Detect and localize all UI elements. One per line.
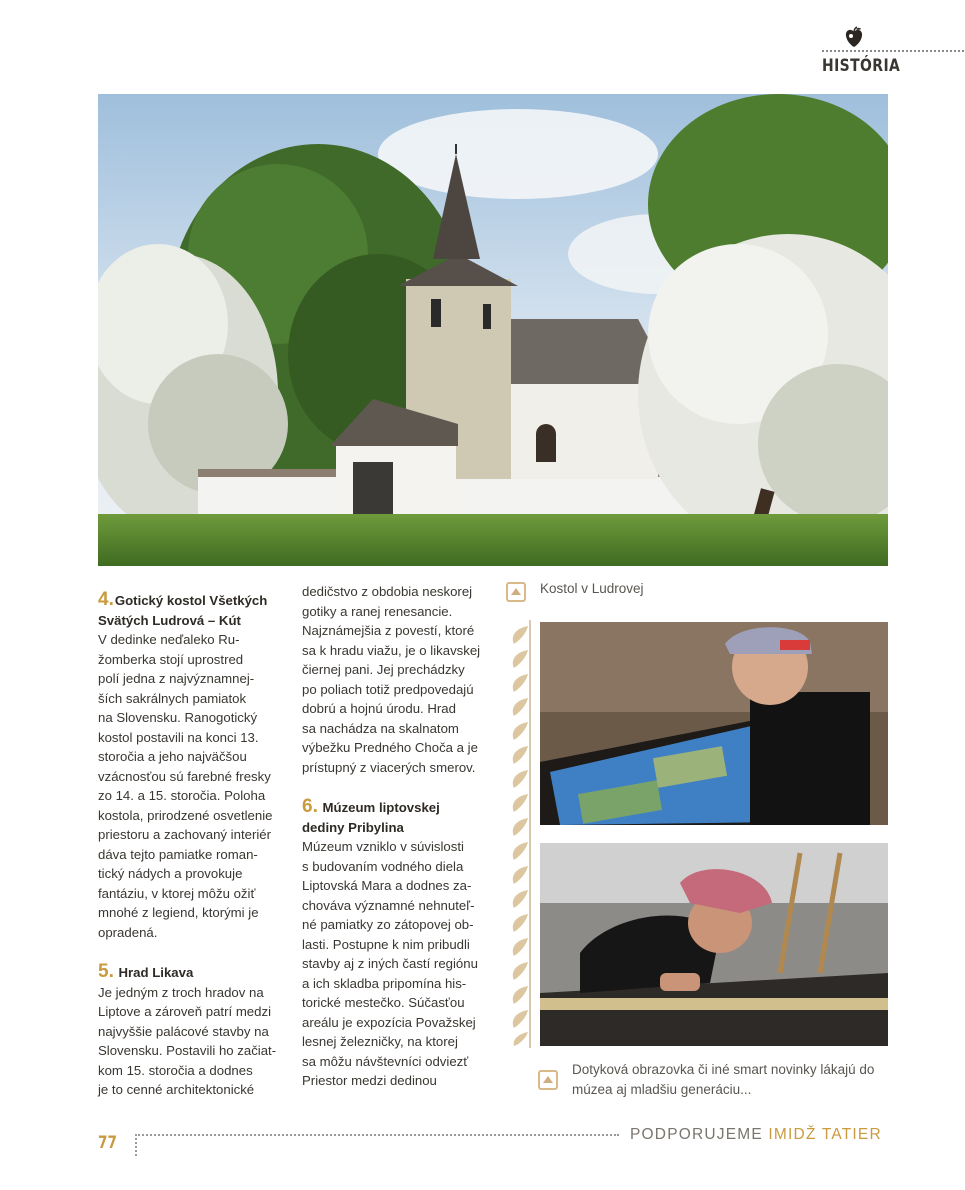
tagline-accent: IMIDŽ TATIER: [768, 1126, 882, 1143]
display-case-illustration: [540, 843, 888, 1046]
church-photo: [98, 94, 888, 566]
section-continuation: dedičstvo z obdobia neskorej gotiky a ranej renesancie. Najznámejšia z povestí, ktoré sa k hradu viažu, je o likavskej čiernej pani. Jej prechádzky po poliach totiž predpovedajú dobrú a hojnú úrodu. Hrad sa nachádza na skalnatom výbežku Predného Choča a je prístupný z viacerých smerov.: [302, 584, 481, 775]
photo-caption: Dotyková obrazovka či iné smart novinky lákajú do múzea aj mladšiu generáciu...: [572, 1062, 875, 1097]
caption-arrow-icon: [506, 582, 526, 602]
photo-caption: Kostol v Ludrovej: [540, 581, 644, 596]
tagline-plain: PODPORUJEME: [630, 1126, 769, 1143]
text-column-left: [98, 590, 278, 1100]
section-number: 5.: [98, 961, 114, 982]
text-column-middle: [302, 582, 488, 1091]
section-number: 4.: [98, 589, 114, 610]
section-body: Múzeum vzniklo v súvislosti s budovaním vodného diela Liptovská Mara a dodnes za- chováva významné nehnuteľ- né pamiatky zo zátopovej ob- lasti. Postupne k nim pribudli stavby aj z iných častí regiónu a ich skladba pripomína his- torické mestečko. Súčasťou areálu je expozícia Považskej lesnej železničky, na ktorej sa môžu návštevníci odviezť Priestor medzi dedinou: [302, 839, 478, 1088]
footer-tagline: [630, 1126, 882, 1144]
section-label: HISTÓRIA: [822, 56, 901, 76]
apple-heart-icon: [842, 26, 866, 50]
page-number: 77: [98, 1133, 117, 1153]
decorative-vine-icon: [506, 620, 536, 1048]
section-title: Múzeum liptovskej dediny Pribylina: [302, 800, 440, 835]
church-illustration: [98, 94, 888, 566]
section-body: Je jedným z troch hradov na Liptove a zároveň patrí medzi najvyššie palácové stavby na Slovensku. Postavili ho začiat- kom 15. storočia a dodnes je to cenné architektonické: [98, 984, 277, 1097]
section-body: V dedinke neďaleko Ru- žomberka stojí uprostred polí jedna z najvýznamnej- ších sakrálnych pamiatok na Slovensku. Ranogotický kostol postavili na konci 13. storočia a jeho najväčšou vzácnosťou sú farebné fresky zo 14. a 15. storočia. Poloha kostola, prirodzené osvetlenie priestoru a zachovaný interiér dáva tejto pamiatke roman- tický nádych a provokuje fantáziu, v ktorej môžu ožiť mnohé z legiend, ktorými je opradená.: [98, 632, 273, 940]
display-case-photo: [540, 843, 888, 1046]
section-heading-4: [98, 590, 278, 630]
touchscreen-photo: [540, 622, 888, 825]
touchscreen-illustration: [540, 622, 888, 825]
footer-rule: [135, 1134, 137, 1156]
caption-arrow-icon: [538, 1070, 558, 1090]
section-heading-5: [98, 962, 278, 983]
section-number: 6.: [302, 796, 318, 817]
section-title: Gotický kostol Všetkých Svätých Ludrová – Kút: [98, 593, 268, 628]
header-rule: [822, 50, 964, 52]
section-title: Hrad Likava: [118, 965, 194, 980]
footer-rule: [135, 1134, 619, 1136]
section-heading-6: [302, 797, 488, 837]
